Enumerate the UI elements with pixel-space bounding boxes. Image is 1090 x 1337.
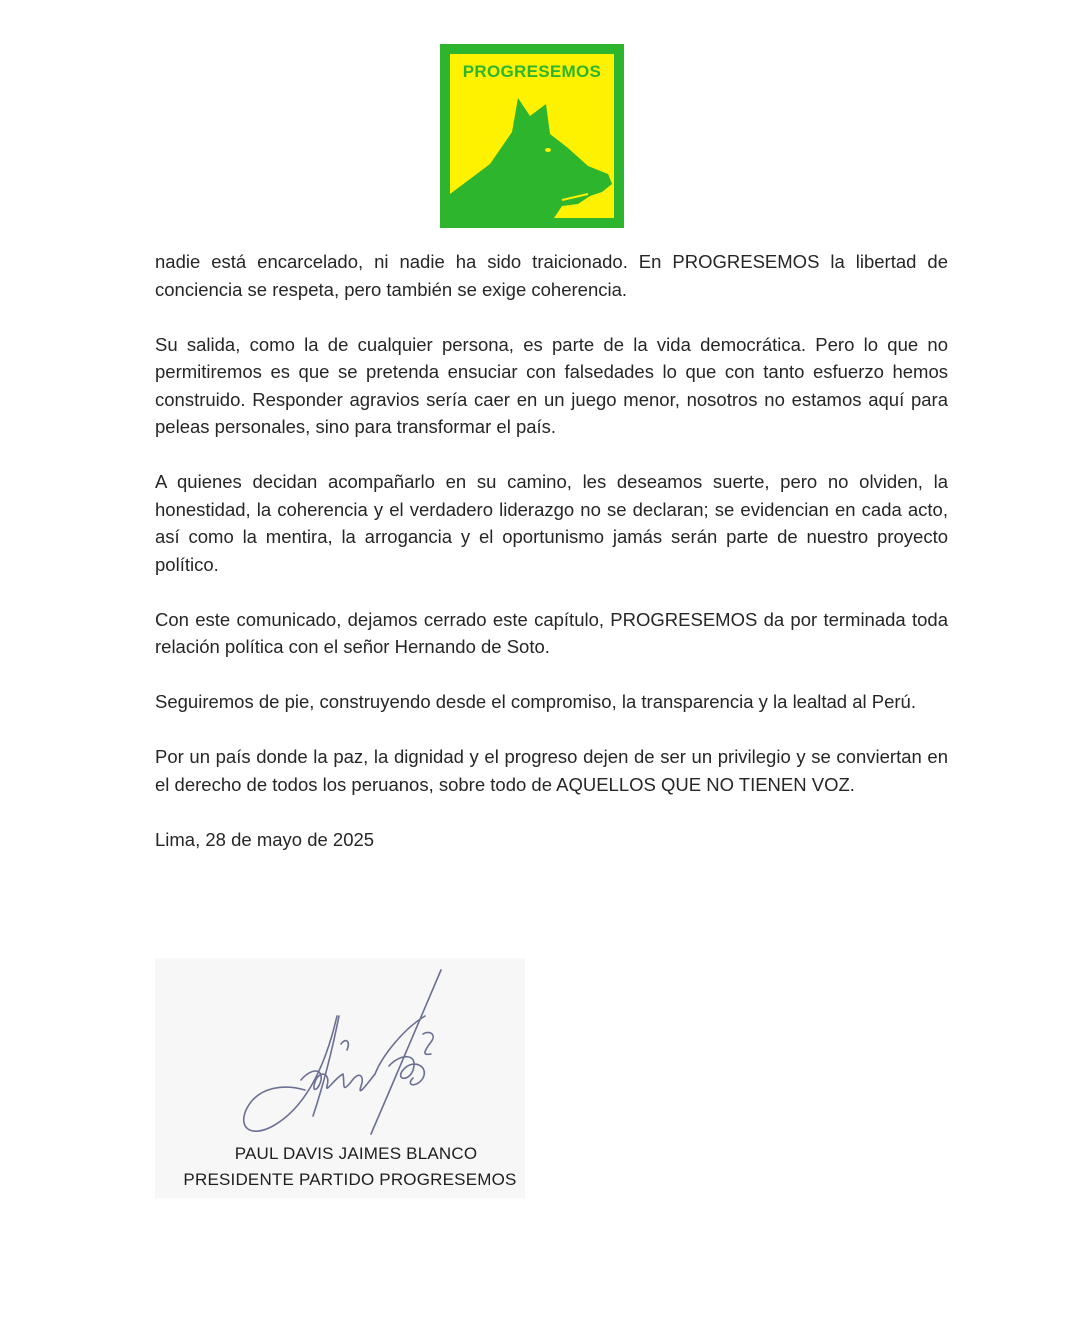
dog-head-silhouette-icon <box>450 54 614 218</box>
letter-body <box>155 248 948 881</box>
place-date: Lima, 28 de mayo de 2025 <box>155 828 375 850</box>
paragraph: nadie está encarcelado, ni nadie ha sido traicionado. En PROGRESEMOS la libertad de conciencia se respeta, pero también se exige coherencia. <box>155 251 948 300</box>
handwritten-signature <box>155 958 525 1148</box>
paragraph: A quienes decidan acompañarlo en su camino, les deseamos suerte, pero no olviden, la honestidad, la coherencia y el verdadero liderazgo no se declaran; se evidencian en cada acto, así como la mentira, la arrogancia y el oportunismo jamás serán parte de nuestro proyecto político. <box>155 471 948 575</box>
paragraph: Su salida, como la de cualquier persona, es parte de la vida democrática. Pero lo que no permitiremos es que se pretenda ensuciar con falsedades lo que con tanto esfuerzo hemos construido. Responder agravios sería caer en un juego menor, nosotros no estamos aquí para peleas personales, sino para transformar el país. <box>155 333 948 437</box>
signature-block <box>155 958 525 1198</box>
logo-field <box>450 54 614 218</box>
signatory-name: PAUL DAVIS JAIMES BLANCO <box>234 1144 478 1163</box>
paragraph: Seguiremos de pie, construyendo desde el compromiso, la transparencia y la lealtad al Perú. <box>155 691 916 712</box>
paragraph: Por un país donde la paz, la dignidad y el progreso dejen de ser un privilegio y se conviertan en el derecho de todos los peruanos, sobre todo de AQUELLOS QUE NO TIENEN VOZ. <box>155 746 948 795</box>
signatory-title: PRESIDENTE PARTIDO PROGRESEMOS <box>183 1170 517 1189</box>
party-logo <box>440 44 624 228</box>
paragraph: Con este comunicado, dejamos cerrado este capítulo, PROGRESEMOS da por terminada toda relación política con el señor Hernando de Soto. <box>155 608 948 657</box>
logo-wordmark: PROGRESEMOS <box>462 62 602 81</box>
